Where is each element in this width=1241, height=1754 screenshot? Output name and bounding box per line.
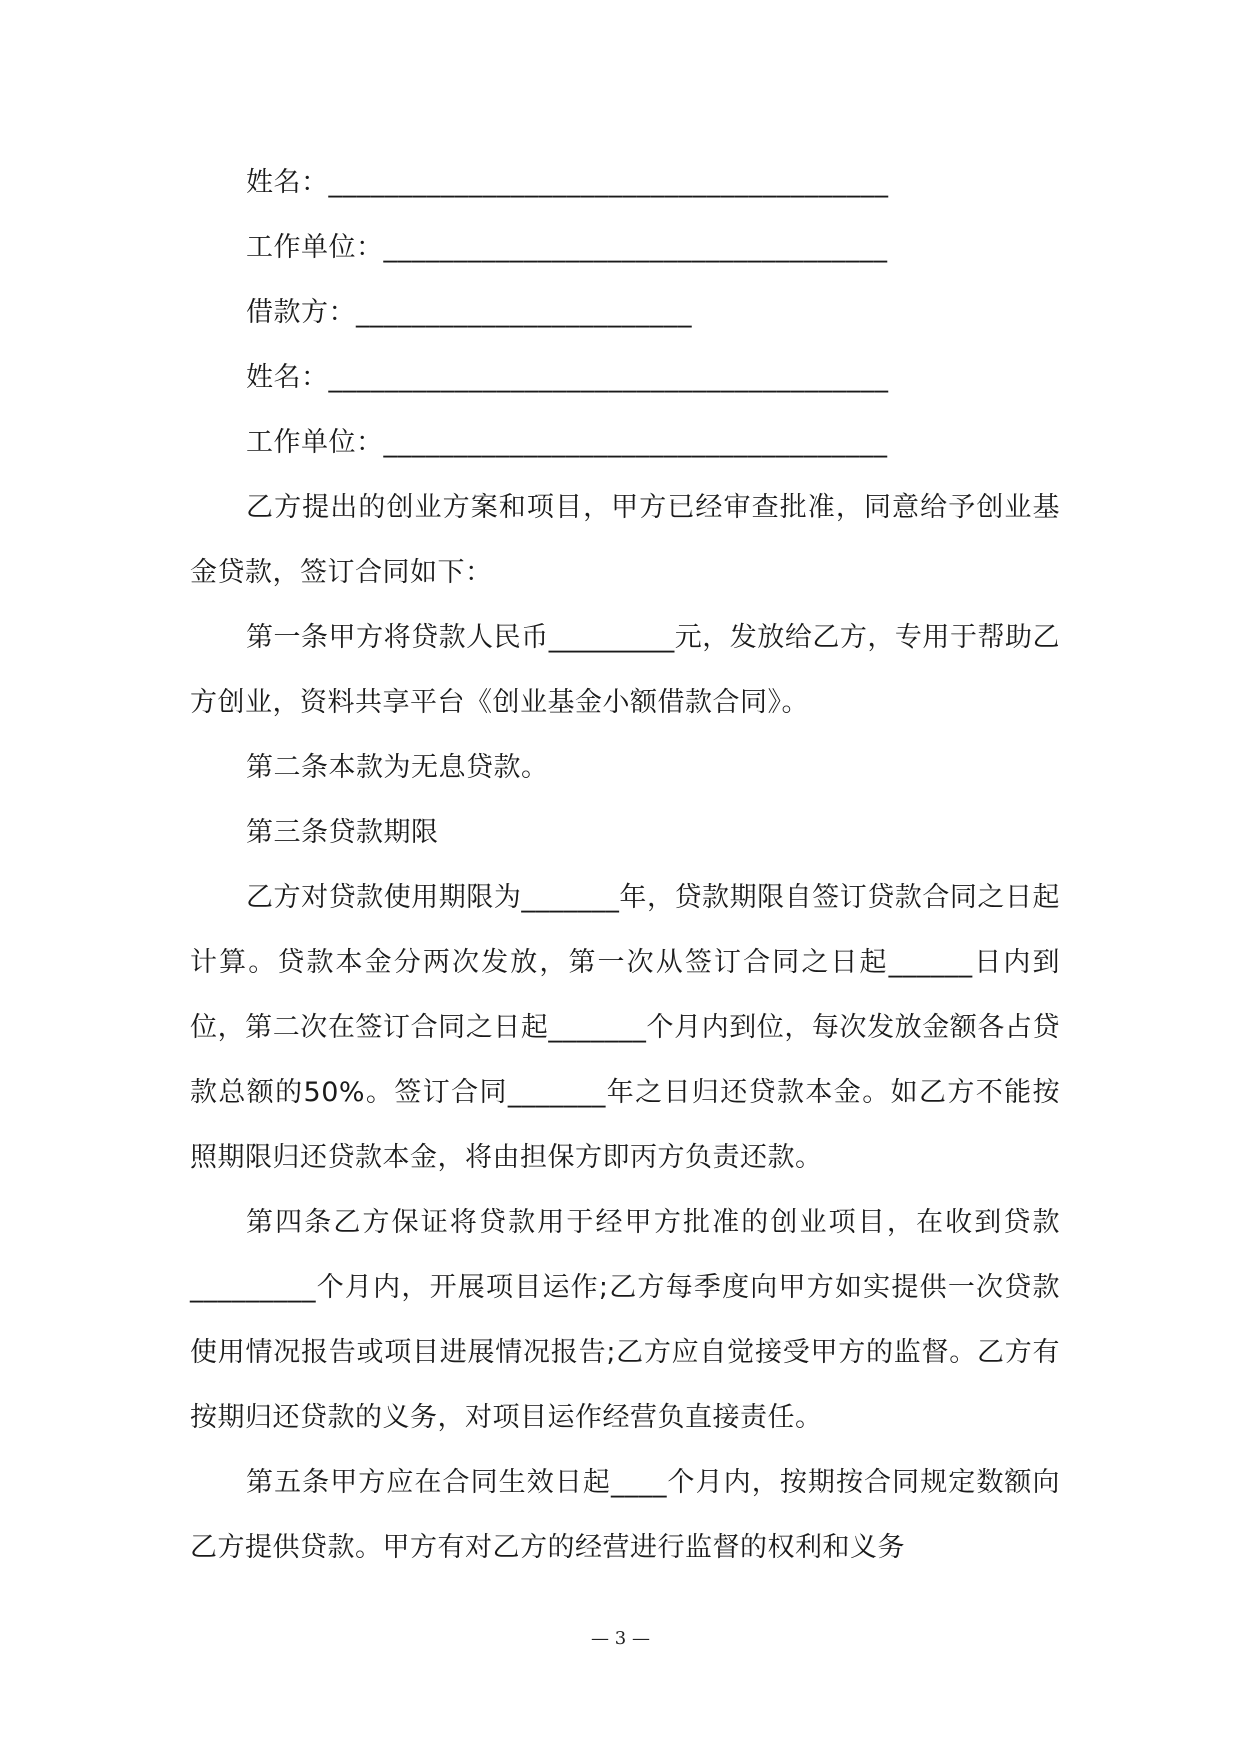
article-4-paragraph: 第四条乙方保证将贷款用于经甲方批准的创业项目，在收到贷款_________个月内，开展项目运作;乙方每季度向甲方如实提供一次贷款使用情况报告或项目进展情况报告;乙方应自觉接受甲方的监督。乙方有按期归还贷款的义务，对项目运作经营负直接责任。 xyxy=(190,1207,1060,1433)
article-2-paragraph: 第二条本款为无息贷款。 xyxy=(246,752,549,783)
article-3-paragraph: 乙方对贷款使用期限为_______年，贷款期限自签订贷款合同之日起计算。贷款本金分两次发放，第一次从签订合同之日起______日内到位，第二次在签订合同之日起_______个月内到位，每次发放金额各占贷款总额的50%。签订合同_______年之日归还贷款本金。如乙方不能按照期限归还贷款本金，将由担保方即丙方负责还款。 xyxy=(190,882,1060,1173)
article-5-paragraph: 第五条甲方应在合同生效日起____个月内，按期按合同规定数额向乙方提供贷款。甲方有对乙方的经营进行监督的权利和义务 xyxy=(190,1467,1060,1563)
article-1-paragraph: 第一条甲方将贷款人民币_________元，发放给乙方，专用于帮助乙方创业，资料共享平台《创业基金小额借款合同》。 xyxy=(190,622,1060,718)
lender-name-line: 姓名：________________________________________ xyxy=(246,167,889,198)
lender-work-unit-line: 工作单位：____________________________________ xyxy=(246,232,888,263)
article-3-title: 第三条贷款期限 xyxy=(246,817,439,848)
borrower-line: 借款方：________________________ xyxy=(246,297,692,328)
borrower-name-line: 姓名：________________________________________ xyxy=(246,362,889,393)
borrower-work-unit-line: 工作单位：____________________________________ xyxy=(246,427,888,458)
page-number: — 3 — xyxy=(591,1628,650,1649)
intro-paragraph: 乙方提出的创业方案和项目，甲方已经审查批准，同意给予创业基金贷款，签订合同如下： xyxy=(190,492,1060,588)
document-body xyxy=(190,150,1060,1580)
